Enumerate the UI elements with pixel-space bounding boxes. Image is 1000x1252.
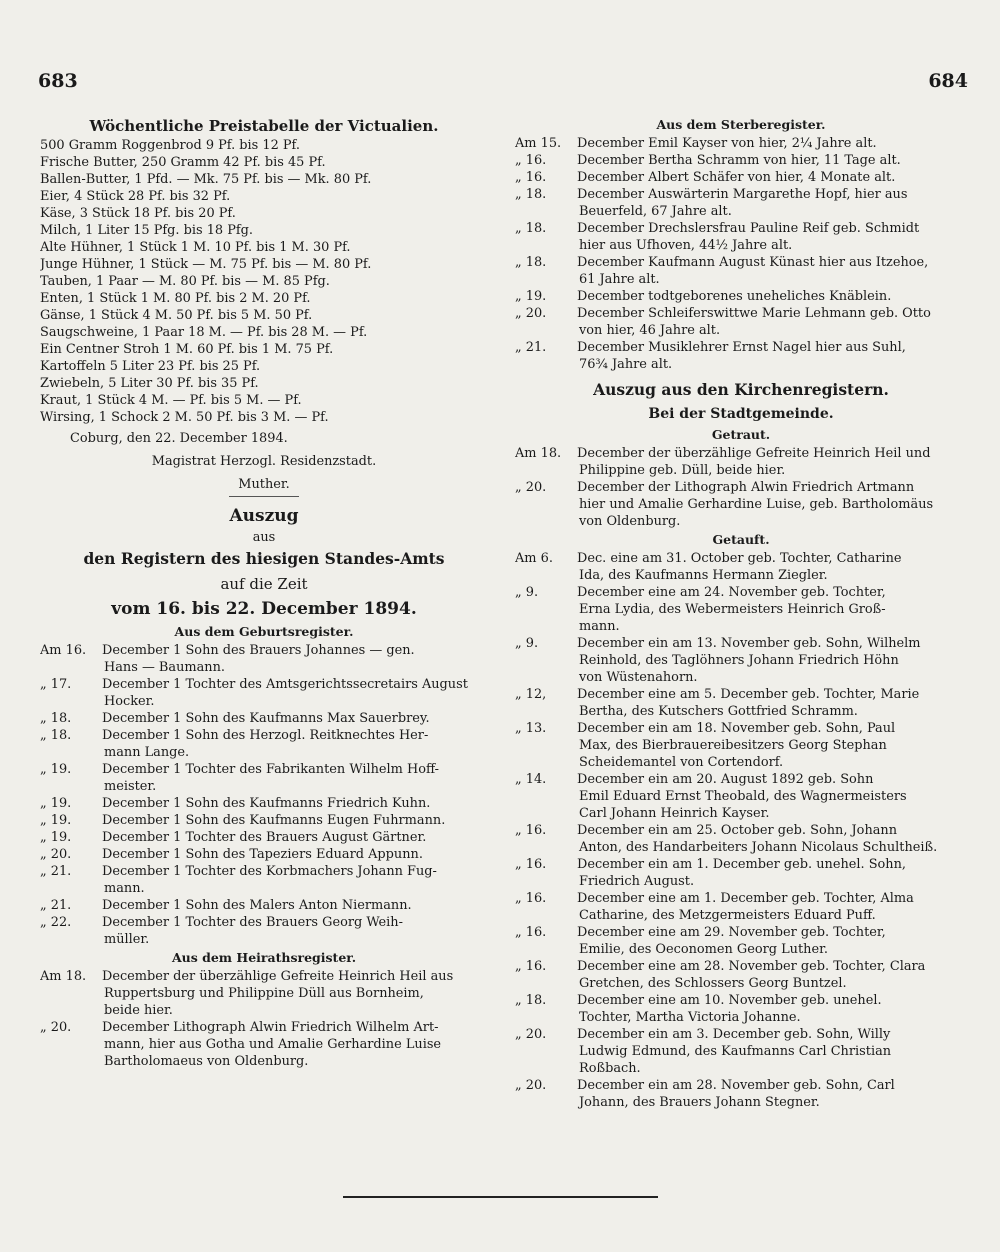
entry-date: „ 16.	[515, 959, 547, 974]
entry-line: Hans — Baumann.	[104, 660, 226, 675]
entry-line: December ein am 28. November geb. Sohn, Carl	[577, 1078, 895, 1093]
price-line: 500 Gramm Roggenbrod 9 Pf. bis 12 Pf.	[40, 138, 300, 153]
entry-line: December 1 Sohn des Tapeziers Eduard Appunn.	[102, 847, 423, 862]
entry-line: Scheidemantel von Cortendorf.	[579, 755, 784, 770]
baptism-entry	[515, 720, 967, 771]
entry-date: „ 21.	[40, 864, 72, 879]
entry-line: December ein am 18. November geb. Sohn, Paul	[577, 721, 896, 736]
signature: Muther.	[238, 477, 290, 492]
entry-date: „ 21.	[515, 340, 547, 355]
entry-line: December 1 Tochter des Brauers Georg Weih-	[102, 915, 403, 930]
entry-line: December Albert Schäfer von hier, 4 Monate alt.	[577, 170, 896, 185]
aus-line: aus	[252, 530, 276, 545]
price-line: Tauben, 1 Paar — M. 80 Pf. bis — M. 85 Pfg.	[40, 274, 330, 289]
baptism-entry	[515, 1026, 967, 1077]
entry-line: December 1 Sohn des Kaufmanns Max Sauerbrey.	[102, 711, 430, 726]
entry-date: „ 13.	[515, 721, 547, 736]
entry-date: „ 19.	[40, 796, 72, 811]
entry-date: „ 9.	[515, 585, 539, 600]
baptism-entry	[515, 822, 967, 856]
entry-date: „ 18.	[515, 255, 547, 270]
entry-text	[102, 761, 488, 795]
entry-date: „ 20.	[40, 847, 72, 862]
entry-text	[577, 479, 967, 530]
death-entry	[515, 135, 967, 152]
entry-text	[577, 135, 967, 152]
entry-date: Am 15.	[515, 136, 562, 151]
baptism-entries	[515, 550, 967, 1111]
entry-date: „ 17.	[40, 677, 72, 692]
entry-line: December ein am 25. October geb. Sohn, Johann	[577, 823, 898, 838]
entry-text	[577, 288, 967, 305]
entry-text	[577, 771, 967, 822]
entry-date: „ 20.	[515, 1027, 547, 1042]
entry-text	[577, 305, 967, 339]
death-entry	[515, 288, 967, 305]
birth-entry	[40, 642, 488, 676]
baptism-entry	[515, 1077, 967, 1111]
entry-date: „ 20.	[515, 480, 547, 495]
price-line: Saugschweine, 1 Paar 18 M. — Pf. bis 28 M. — Pf.	[40, 325, 368, 340]
entry-line: December 1 Sohn des Herzogl. Reitknechtes Her-	[102, 728, 429, 743]
baptism-entry	[515, 686, 967, 720]
entry-date: „ 9.	[515, 636, 539, 651]
entry-text	[577, 169, 967, 186]
entry-line: December todtgeborenes uneheliches Knäblein.	[577, 289, 892, 304]
entry-text	[102, 829, 488, 846]
baptism-entry	[515, 771, 967, 822]
entry-line: December der überzählige Gefreite Heinrich Heil aus	[102, 969, 454, 984]
entry-line: Catharine, des Metzgermeisters Eduard Puff.	[579, 908, 876, 923]
entry-text	[102, 642, 488, 676]
birth-entry	[40, 710, 488, 727]
price-line: Ballen-Butter, 1 Pfd. — Mk. 75 Pf. bis — Mk. 80 Pf.	[40, 172, 372, 187]
entry-line: Tochter, Martha Victoria Johanne.	[579, 1010, 801, 1025]
entry-line: December 1 Sohn des Malers Anton Niermann.	[102, 898, 412, 913]
entry-line: Ruppertsburg und Philippine Düll aus Bornheim,	[104, 986, 424, 1001]
entry-date: „ 18.	[515, 221, 547, 236]
entry-text	[102, 1019, 488, 1070]
entry-line: December der überzählige Gefreite Heinrich Heil und	[577, 446, 931, 461]
entry-date: „ 12,	[515, 687, 547, 702]
price-line: Käse, 3 Stück 18 Pf. bis 20 Pf.	[40, 206, 236, 221]
entry-line: mann.	[579, 619, 620, 634]
entry-line: December 1 Tochter des Fabrikanten Wilhelm Hoff-	[102, 762, 440, 777]
entry-line: meister.	[104, 779, 157, 794]
entry-date: „ 18.	[40, 728, 72, 743]
entry-date: Am 6.	[515, 551, 553, 566]
entry-date: „ 22.	[40, 915, 72, 930]
entry-line: December Auswärterin Margarethe Hopf, hier aus	[577, 187, 908, 202]
page-number-left: 683	[38, 70, 78, 92]
entry-line: Max, des Bierbrauereibesitzers Georg Stephan	[579, 738, 887, 753]
entry-text	[577, 992, 967, 1026]
entry-line: von Oldenburg.	[579, 514, 681, 529]
price-line: Gänse, 1 Stück 4 M. 50 Pf. bis 5 M. 50 Pf.	[40, 308, 313, 323]
entry-date: „ 18.	[515, 187, 547, 202]
entry-date: Am 18.	[515, 446, 562, 461]
entry-text	[577, 1077, 967, 1111]
entry-line: beide hier.	[104, 1003, 173, 1018]
entry-line: Friedrich August.	[579, 874, 695, 889]
entry-date: „ 16.	[515, 170, 547, 185]
entry-date: „ 19.	[40, 762, 72, 777]
entry-line: hier und Amalie Gerhardine Luise, geb. Bartholomäus	[579, 497, 934, 512]
baptism-entry	[515, 890, 967, 924]
entry-line: mann Lange.	[104, 745, 190, 760]
birth-entry	[40, 761, 488, 795]
price-line: Ein Centner Stroh 1 M. 60 Pf. bis 1 M. 75 Pf.	[40, 342, 334, 357]
baptism-entry	[515, 584, 967, 635]
wedding-entry	[515, 445, 967, 479]
entry-line: müller.	[104, 932, 150, 947]
entry-text	[577, 635, 967, 686]
right-column	[515, 115, 967, 1111]
entry-date: „ 16.	[515, 891, 547, 906]
baptism-entry	[515, 924, 967, 958]
baptism-entry	[515, 992, 967, 1026]
entry-date: „ 20.	[515, 1078, 547, 1093]
entry-line: mann, hier aus Gotha und Amalie Gerhardine Luise	[104, 1037, 442, 1052]
entry-line: December 1 Tochter des Brauers August Gärtner.	[102, 830, 427, 845]
entry-text	[102, 897, 488, 914]
death-entry	[515, 152, 967, 169]
entry-line: December Drechslersfrau Pauline Reif geb. Schmidt	[577, 221, 920, 236]
entry-date: „ 16.	[515, 857, 547, 872]
entry-text	[102, 676, 488, 710]
marriage-entry	[40, 968, 488, 1019]
death-entry	[515, 339, 967, 373]
price-table-title: Wöchentliche Preistabelle der Victualien.	[89, 117, 439, 135]
birth-entries	[40, 642, 488, 948]
entry-line: von Wüstenahorn.	[579, 670, 698, 685]
entry-date: „ 14.	[515, 772, 547, 787]
entry-text	[577, 254, 967, 288]
entry-date: „ 19.	[40, 830, 72, 845]
entry-text	[577, 339, 967, 373]
entry-line: 61 Jahre alt.	[579, 272, 660, 287]
birth-entry	[40, 846, 488, 863]
entry-text	[577, 152, 967, 169]
bottom-rule	[343, 1196, 658, 1198]
entry-text	[577, 686, 967, 720]
entry-line: Gretchen, des Schlossers Georg Buntzel.	[579, 976, 847, 991]
entry-line: Ludwig Edmund, des Kaufmanns Carl Christian	[579, 1044, 892, 1059]
marriage-entry	[40, 1019, 488, 1070]
separator	[229, 496, 299, 497]
entry-line: Dec. eine am 31. October geb. Tochter, Catharine	[577, 551, 902, 566]
married-title: Getraut.	[711, 427, 771, 442]
entry-line: December eine am 1. December geb. Tochter, Alma	[577, 891, 914, 906]
entry-line: December Bertha Schramm von hier, 11 Tage alt.	[577, 153, 901, 168]
price-line: Milch, 1 Liter 15 Pfg. bis 18 Pfg.	[40, 223, 253, 238]
price-line: Enten, 1 Stück 1 M. 80 Pf. bis 2 M. 20 Pf.	[40, 291, 311, 306]
entry-line: Roßbach.	[579, 1061, 641, 1076]
entry-text	[102, 846, 488, 863]
entry-line: December Musiklehrer Ernst Nagel hier aus Suhl,	[577, 340, 906, 355]
date-range-title: vom 16. bis 22. December 1894.	[111, 599, 417, 619]
price-line: Junge Hühner, 1 Stück — M. 75 Pf. bis — M. 80 Pf.	[40, 257, 372, 272]
birth-entry	[40, 863, 488, 897]
entry-text	[577, 584, 967, 635]
entry-text	[577, 822, 967, 856]
entry-line: December eine am 28. November geb. Tochter, Clara	[577, 959, 926, 974]
entry-line: December 1 Sohn des Brauers Johannes — gen.	[102, 643, 415, 658]
entry-date: „ 21.	[40, 898, 72, 913]
period-line: auf die Zeit	[220, 575, 308, 593]
entry-text	[102, 968, 488, 1019]
entry-line: Reinhold, des Taglöhners Johann Friedrich Höhn	[579, 653, 899, 668]
death-entry	[515, 254, 967, 288]
entry-text	[102, 710, 488, 727]
entry-line: December 1 Tochter des Amtsgerichtssecretairs August	[102, 677, 468, 692]
birth-entry	[40, 676, 488, 710]
birth-entry	[40, 829, 488, 846]
entry-line: Emilie, des Oeconomen Georg Luther.	[579, 942, 828, 957]
entry-line: December 1 Sohn des Kaufmanns Friedrich Kuhn.	[102, 796, 431, 811]
price-line: Wirsing, 1 Schock 2 M. 50 Pf. bis 3 M. — Pf.	[40, 410, 329, 425]
auszug-title: Auszug	[229, 506, 299, 526]
entry-line: December eine am 29. November geb. Tochter,	[577, 925, 886, 940]
entry-line: Anton, des Handarbeiters Johann Nicolaus Schultheiß.	[579, 840, 938, 855]
entry-line: Ida, des Kaufmanns Hermann Ziegler.	[579, 568, 828, 583]
entry-line: Bartholomaeus von Oldenburg.	[104, 1054, 309, 1069]
death-register-title: Aus dem Sterberegister.	[656, 117, 826, 132]
death-entry	[515, 169, 967, 186]
entry-line: Hocker.	[104, 694, 155, 709]
church-register-title: Auszug aus den Kirchenregistern.	[593, 380, 889, 399]
left-column	[40, 115, 488, 1070]
entry-text	[102, 812, 488, 829]
entry-line: Bertha, des Kutschers Gottfried Schramm.	[579, 704, 858, 719]
baptism-entry	[515, 635, 967, 686]
entry-line: December 1 Tochter des Korbmachers Johann Fug-	[102, 864, 437, 879]
baptism-entry	[515, 958, 967, 992]
wedding-entry	[515, 479, 967, 530]
entry-line: hier aus Ufhoven, 44½ Jahre alt.	[579, 238, 793, 253]
birth-register-title: Aus dem Geburtsregister.	[174, 624, 354, 639]
marriage-entries	[40, 968, 488, 1070]
entry-line: December 1 Sohn des Kaufmanns Eugen Fuhrmann.	[102, 813, 446, 828]
registers-title: den Registern des hiesigen Standes-Amts	[83, 549, 445, 568]
entry-line: Beuerfeld, 67 Jahre alt.	[579, 204, 732, 219]
entry-line: 76¾ Jahre alt.	[579, 357, 673, 372]
entry-line: Philippine geb. Düll, beide hier.	[579, 463, 786, 478]
price-line: Alte Hühner, 1 Stück 1 M. 10 Pf. bis 1 M. 30 Pf.	[40, 240, 351, 255]
wedding-entries	[515, 445, 967, 530]
entry-text	[577, 186, 967, 220]
price-line: Eier, 4 Stück 28 Pf. bis 32 Pf.	[40, 189, 231, 204]
entry-line: Carl Johann Heinrich Kayser.	[579, 806, 770, 821]
entry-text	[577, 550, 967, 584]
entry-line: December eine am 10. November geb. unehel.	[577, 993, 882, 1008]
birth-entry	[40, 795, 488, 812]
entry-line: December Emil Kayser von hier, 2¼ Jahre alt.	[577, 136, 877, 151]
price-line: Kartoffeln 5 Liter 23 Pf. bis 25 Pf.	[40, 359, 261, 374]
baptism-entry	[515, 550, 967, 584]
entry-text	[102, 863, 488, 897]
entry-date: „ 19.	[515, 289, 547, 304]
page-number-right: 684	[928, 70, 968, 92]
entry-date: „ 19.	[40, 813, 72, 828]
entry-text	[577, 720, 967, 771]
entry-date: „ 16.	[515, 823, 547, 838]
entry-text	[577, 958, 967, 992]
birth-entry	[40, 914, 488, 948]
price-list	[40, 137, 488, 426]
city-parish-title: Bei der Stadtgemeinde.	[648, 406, 834, 422]
authority: Magistrat Herzogl. Residenzstadt.	[151, 454, 377, 469]
birth-entry	[40, 897, 488, 914]
entry-line: von hier, 46 Jahre alt.	[579, 323, 721, 338]
entry-line: December Lithograph Alwin Friedrich Wilhelm Art-	[102, 1020, 439, 1035]
entry-text	[102, 795, 488, 812]
entry-text	[577, 220, 967, 254]
entry-line: Johann, des Brauers Johann Stegner.	[579, 1095, 820, 1110]
marriage-register-title: Aus dem Heirathsregister.	[171, 950, 357, 965]
entry-line: December ein am 3. December geb. Sohn, Willy	[577, 1027, 891, 1042]
entry-line: December ein am 20. August 1892 geb. Sohn	[577, 772, 874, 787]
death-entry	[515, 220, 967, 254]
entry-line: Erna Lydia, des Webermeisters Heinrich Groß-	[579, 602, 886, 617]
entry-date: „ 20.	[515, 306, 547, 321]
birth-entry	[40, 727, 488, 761]
entry-date: „ 20.	[40, 1020, 72, 1035]
entry-text	[102, 727, 488, 761]
baptized-title: Getauft.	[712, 532, 770, 547]
death-entry	[515, 305, 967, 339]
entry-text	[577, 924, 967, 958]
entry-line: December der Lithograph Alwin Friedrich Artmann	[577, 480, 915, 495]
entry-line: December Schleiferswittwe Marie Lehmann geb. Otto	[577, 306, 931, 321]
entry-date: „ 18.	[515, 993, 547, 1008]
entry-text	[102, 914, 488, 948]
entry-text	[577, 445, 967, 479]
baptism-entry	[515, 856, 967, 890]
entry-text	[577, 1026, 967, 1077]
entry-line: December eine am 5. December geb. Tochter, Marie	[577, 687, 920, 702]
price-line: Zwiebeln, 5 Liter 30 Pf. bis 35 Pf.	[40, 376, 259, 391]
death-entries	[515, 135, 967, 373]
price-line: Kraut, 1 Stück 4 M. — Pf. bis 5 M. — Pf.	[40, 393, 302, 408]
price-line: Frische Butter, 250 Gramm 42 Pf. bis 45 Pf.	[40, 155, 326, 170]
entry-line: December eine am 24. November geb. Tochter,	[577, 585, 886, 600]
entry-date: Am 18.	[40, 969, 87, 984]
entry-date: „ 16.	[515, 153, 547, 168]
date-line: Coburg, den 22. December 1894.	[70, 431, 288, 446]
entry-text	[577, 890, 967, 924]
entry-line: December ein am 1. December geb. unehel. Sohn,	[577, 857, 907, 872]
birth-entry	[40, 812, 488, 829]
entry-date: Am 16.	[40, 643, 87, 658]
entry-text	[577, 856, 967, 890]
entry-line: mann.	[104, 881, 145, 896]
entry-date: „ 18.	[40, 711, 72, 726]
entry-line: December Kaufmann August Künast hier aus Itzehoe,	[577, 255, 929, 270]
entry-line: December ein am 13. November geb. Sohn, Wilhelm	[577, 636, 921, 651]
entry-date: „ 16.	[515, 925, 547, 940]
entry-line: Emil Eduard Ernst Theobald, des Wagnermeisters	[579, 789, 907, 804]
death-entry	[515, 186, 967, 220]
